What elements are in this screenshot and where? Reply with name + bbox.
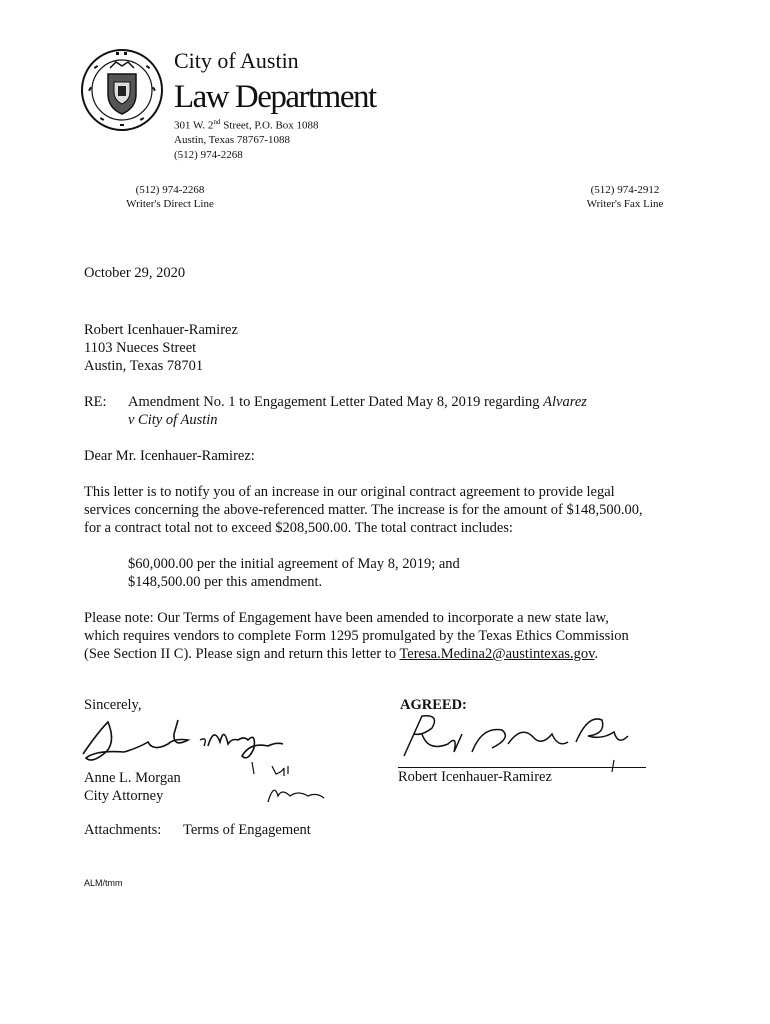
address-line-1: 301 W. 2nd Street, P.O. Box 1088 <box>174 118 319 132</box>
re-label: RE: <box>84 394 107 410</box>
department-name: Law Department <box>174 79 376 115</box>
recipient-address <box>84 321 238 375</box>
writer-fax-line: (512) 974-2912 Writer's Fax Line <box>586 184 664 210</box>
attachments-label: Attachments: <box>84 822 162 838</box>
sincerely: Sincerely, <box>84 697 142 713</box>
list-item: $148,500.00 per this amendment. <box>128 574 323 590</box>
signer-block <box>84 769 181 805</box>
agreed-name: Robert Icenhauer-Ramirez <box>398 769 552 785</box>
list-item: $60,000.00 per the initial agreement of May 8, 2019; and <box>128 556 460 572</box>
writer-direct-line: (512) 974-2268 Writer's Direct Line <box>126 184 214 210</box>
city-name: City of Austin <box>174 48 299 73</box>
address-line-2: Austin, Texas 78767-1088 <box>174 134 291 147</box>
re-subject: Amendment No. 1 to Engagement Letter Dated May 8, 2019 regarding Alvarez v City of Austin <box>128 394 587 428</box>
recipient-name: Robert Icenhauer-Ramirez <box>84 322 238 338</box>
recipient-city: Austin, Texas 78701 <box>84 358 204 374</box>
letterhead-phone: (512) 974-2268 <box>174 148 243 161</box>
contract-items <box>128 555 460 591</box>
agreed-label: AGREED: <box>400 697 467 713</box>
letterhead-address <box>174 115 319 162</box>
attachments-value: Terms of Engagement <box>183 822 311 838</box>
signer-title: City Attorney <box>84 788 164 804</box>
typist-initials: ALM/tmm <box>84 878 123 888</box>
letter-date: October 29, 2020 <box>84 265 186 281</box>
email-link[interactable]: Teresa.Medina2@austintexas.gov <box>399 646 595 662</box>
icenhauer-signature <box>392 704 652 774</box>
recipient-street: 1103 Nueces Street <box>84 340 197 356</box>
salutation: Dear Mr. Icenhauer-Ramirez: <box>84 448 255 464</box>
paragraph-increase: This letter is to notify you of an increase in our original contract agreement to provide legal services concerning the above-referenced matter. The increase is for the amount of $148,500.00, for a contract total not to exceed $208,500.00. The total contract includes: <box>84 484 643 536</box>
paragraph-note: Please note: Our Terms of Engagement have been amended to incorporate a new state law, which requires vendors to complete Form 1295 promulgated by the Texas Ethics Commission (See Section II C). Please sign and return this letter to Teresa.Medina2@austintexas.gov. <box>84 610 629 662</box>
signer-name: Anne L. Morgan <box>84 770 181 786</box>
city-seal-logo <box>80 48 164 132</box>
